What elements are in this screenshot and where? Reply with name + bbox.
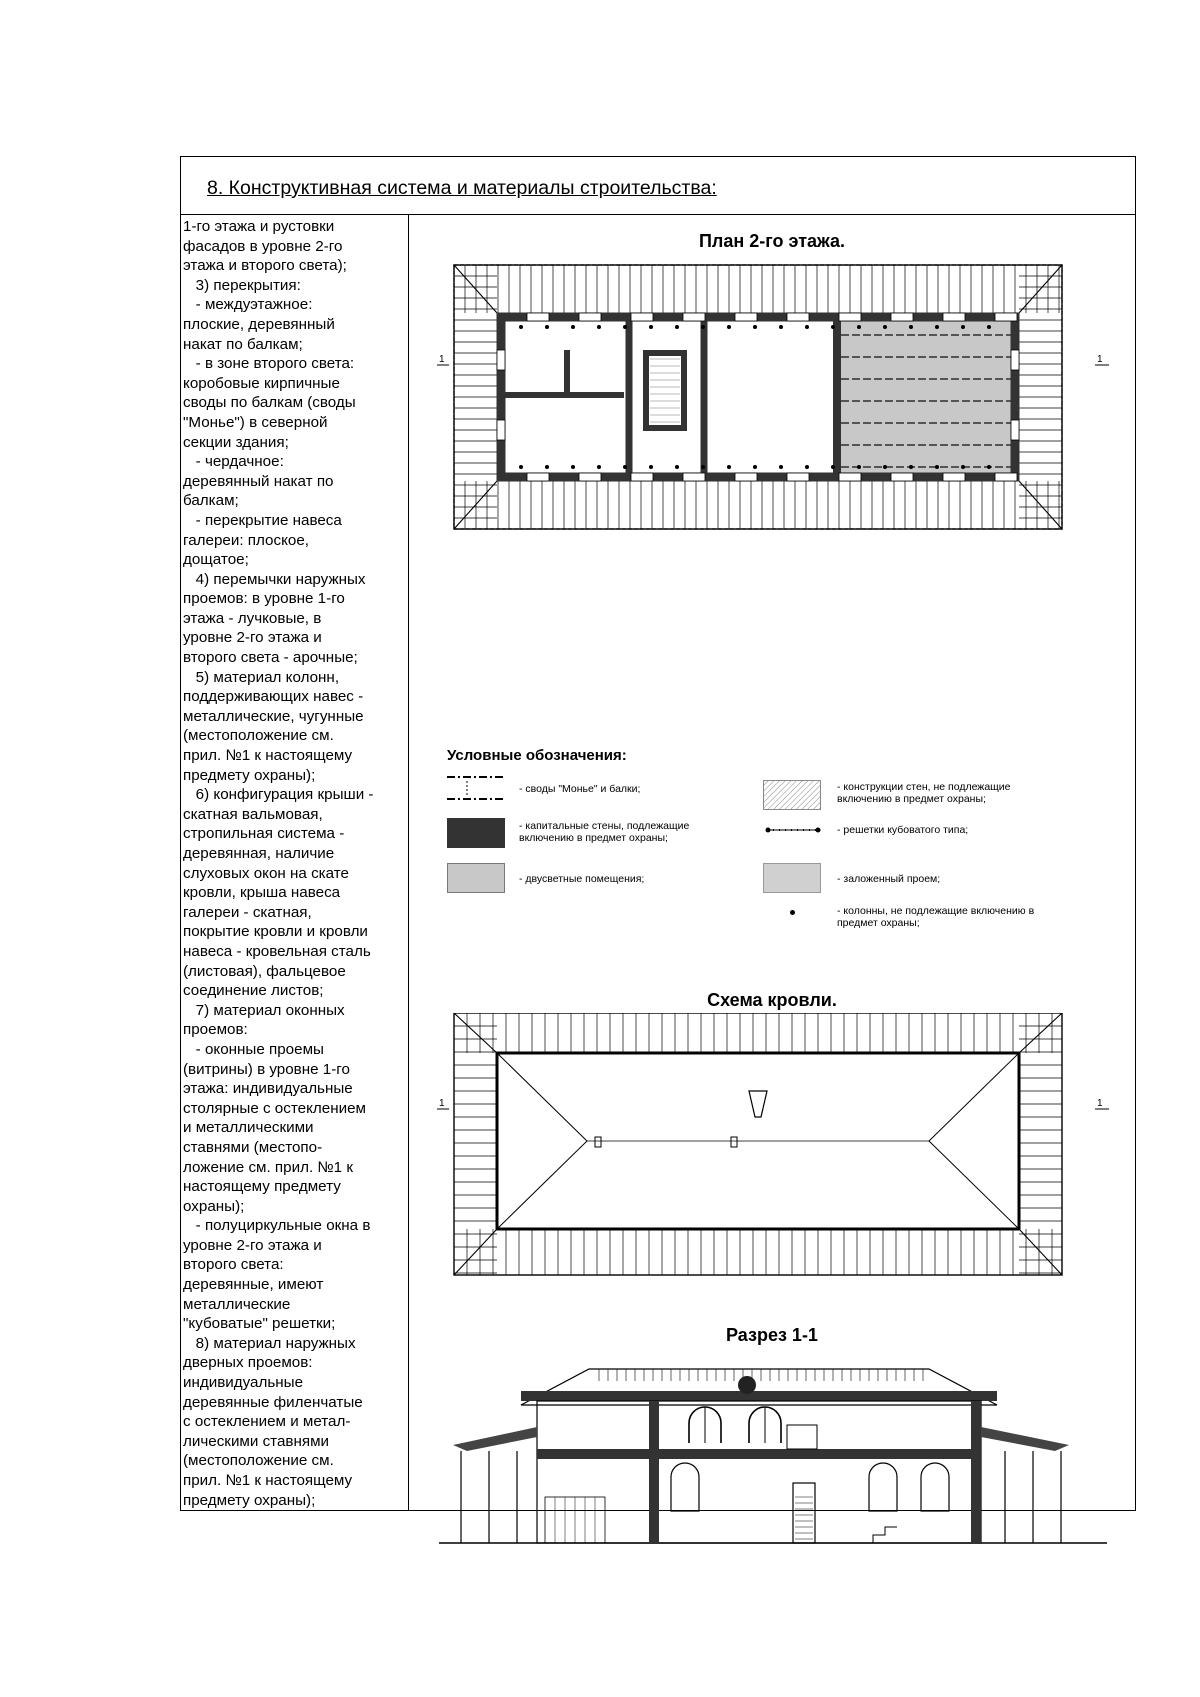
roof-section-mark-left: 1: [439, 1098, 445, 1109]
legend-label-columns: - колонны, не подлежащие включению в предмет охраны;: [837, 905, 1035, 929]
legend-title: Условные обозначения:: [447, 747, 627, 764]
legend-label-blocked-opening: - заложенный проем;: [837, 873, 941, 885]
legend-label-vaults: - своды "Монье" и балки;: [519, 783, 641, 795]
floor-plan-drawing: [409, 255, 1137, 545]
section-header: [181, 157, 1135, 215]
roof-title: Схема кровли.: [707, 990, 837, 1010]
legend-label-double-height: - двусветные помещения;: [519, 873, 645, 885]
document-frame: [180, 156, 1136, 1511]
legend-swatch-hatched: [763, 780, 821, 810]
roof-section-mark-right: 1: [1097, 1098, 1103, 1109]
section-view-drawing: [409, 1347, 1137, 1557]
left-text-column: [181, 215, 409, 1510]
legend-swatch-double-height: [447, 863, 505, 893]
legend-symbol-column-dot: [790, 910, 795, 915]
plan-section-mark-left: 1: [439, 354, 445, 365]
roof-scheme-drawing: [409, 1013, 1137, 1283]
plan-section-mark-right: 1: [1097, 354, 1103, 365]
construction-description: 1-го этажа и рустовки фасадов в уровне 2-го этажа и второго света); 3) перекрытия: - междуэтажное: плоские, деревянный накат по балкам; - в зоне второго света: коробовые кирпичные своды по балкам (своды "Монье") в северной секции здания; - чердачное: деревянный накат по балкам; - перекрытие навеса галереи: плоское, дощатое; 4) перемычки наружных проемов: в уровне 1-го этажа - лучковые, в уровне 2-го этажа и второго света - арочные; 5) материал колонн, поддерживающих навес - металлические, чугунные (местоположение см. прил. №1 к настоящему предмету охраны); 6) конфигурация крыши - скатная вальмовая, стропильная система - деревянная, наличие слуховых окон на скате кровли, крыша навеса галереи - скатная, покрытие кровли и кровли навеса - кровельная сталь (листовая), фальцевое соединение листов; 7) материал оконных проемов: - оконные проемы (витрины) в уровне 1-го этажа: индивидуальные столярные с остеклением и металлическими ставнями (местопо- ложение см. прил. №1 к настоящему предмету охраны); - полуциркульные окна в уровне 2-го этажа и второго света: деревянные, имеют металлические "кубоватые" решетки; 8) материал наружных дверных проемов: индивидуальные деревянные филенчатые с остеклением и метал- лическими ставнями (местоположение см. прил. №1 к настоящему предмету охраны);: [183, 218, 374, 1509]
drawings-column: [409, 215, 1135, 1510]
legend-label-grilles: - решетки кубоватого типа;: [837, 824, 969, 836]
legend-symbol-vaults: [445, 771, 505, 805]
plan-title: План 2-го этажа.: [698, 231, 846, 251]
legend-label-non-protected-walls: - конструкции стен, не подлежащие включению в предмет охраны;: [837, 781, 1011, 805]
section-title: 8. Конструктивная система и материалы строительства:: [207, 177, 717, 199]
legend-swatch-blocked-opening: [763, 863, 821, 893]
legend-swatch-walls: [447, 818, 505, 848]
legend-symbol-grilles: [763, 823, 823, 837]
section-view-title: Разрез 1-1: [726, 1325, 818, 1345]
legend-label-walls: - капитальные стены, подлежащие включению в предмет охраны;: [519, 820, 690, 844]
